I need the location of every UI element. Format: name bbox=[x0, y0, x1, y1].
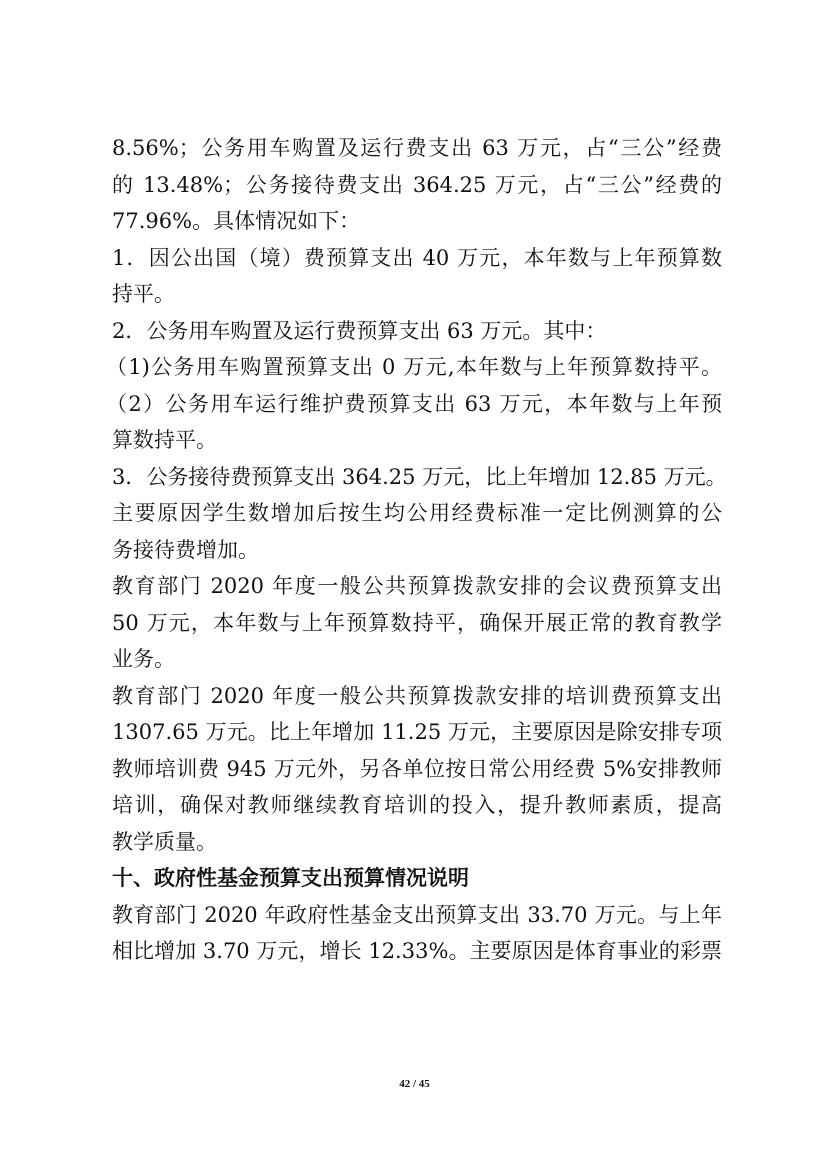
text-line: 2．公务用车购置及运行费预算支出 63 万元。其中： bbox=[112, 318, 607, 343]
section-paragraph bbox=[112, 897, 722, 970]
text-line: 8.56%；公务用车购置及运行费支出 63 万元，占“三公”经费 bbox=[112, 136, 722, 160]
text-line: 1．因公出国（境）费预算支出 40 万元，本年数与上年预算数 bbox=[112, 245, 722, 270]
text-line: 教学质量。 bbox=[112, 829, 217, 854]
text-line: 教育部门 2020 年政府性基金支出预算支出 33.70 万元。与上年 bbox=[112, 902, 722, 927]
document-page bbox=[106, 130, 727, 970]
text-line: 3．公务接待费预算支出 364.25 万元，比上年增加 12.85 万元。 bbox=[112, 464, 727, 489]
text-line: （2）公务用车运行维护费预算支出 63 万元，本年数与上年预 bbox=[106, 391, 722, 416]
text-line: 1307.65 万元。比上年增加 11.25 万元，主要原因是除安排专项 bbox=[112, 720, 722, 744]
text-line: 教育部门 2020 年度一般公共预算拨款安排的培训费预算支出 bbox=[112, 683, 722, 708]
text-line: 算数持平。 bbox=[112, 428, 217, 452]
text-line: 教育部门 2020 年度一般公共预算拨款安排的会议费预算支出 bbox=[112, 574, 722, 598]
text-line: 培训，确保对教师继续教育培训的投入，提升教师素质，提高 bbox=[112, 793, 722, 817]
text-line: 持平。 bbox=[112, 282, 175, 306]
text-line: 77.96%。具体情况如下： bbox=[112, 209, 361, 233]
section-heading: 十、政府性基金预算支出预算情况说明 bbox=[112, 866, 469, 890]
text-line: 的 13.48%；公务接待费支出 364.25 万元，占“三公”经费的 bbox=[112, 172, 722, 197]
text-line: 务接待费增加。 bbox=[112, 537, 259, 562]
body-paragraphs bbox=[106, 130, 727, 860]
page-number: 42 / 45 bbox=[399, 1078, 430, 1090]
text-line: 主要原因学生数增加后按生均公用经费标准一定比例测算的公 bbox=[112, 501, 722, 525]
text-line: 相比增加 3.70 万元，增长 12.33%。主要原因是体育事业的彩票 bbox=[112, 939, 722, 963]
text-line: 50 万元，本年数与上年预算数持平，确保开展正常的教育教学 bbox=[112, 610, 722, 635]
text-line: 教师培训费 945 万元外，另各单位按日常公用经费 5%安排教师 bbox=[112, 756, 722, 781]
text-line: （1)公务用车购置预算支出 0 万元,本年数与上年预算数持平。 bbox=[106, 355, 722, 379]
text-line: 业务。 bbox=[112, 647, 175, 671]
